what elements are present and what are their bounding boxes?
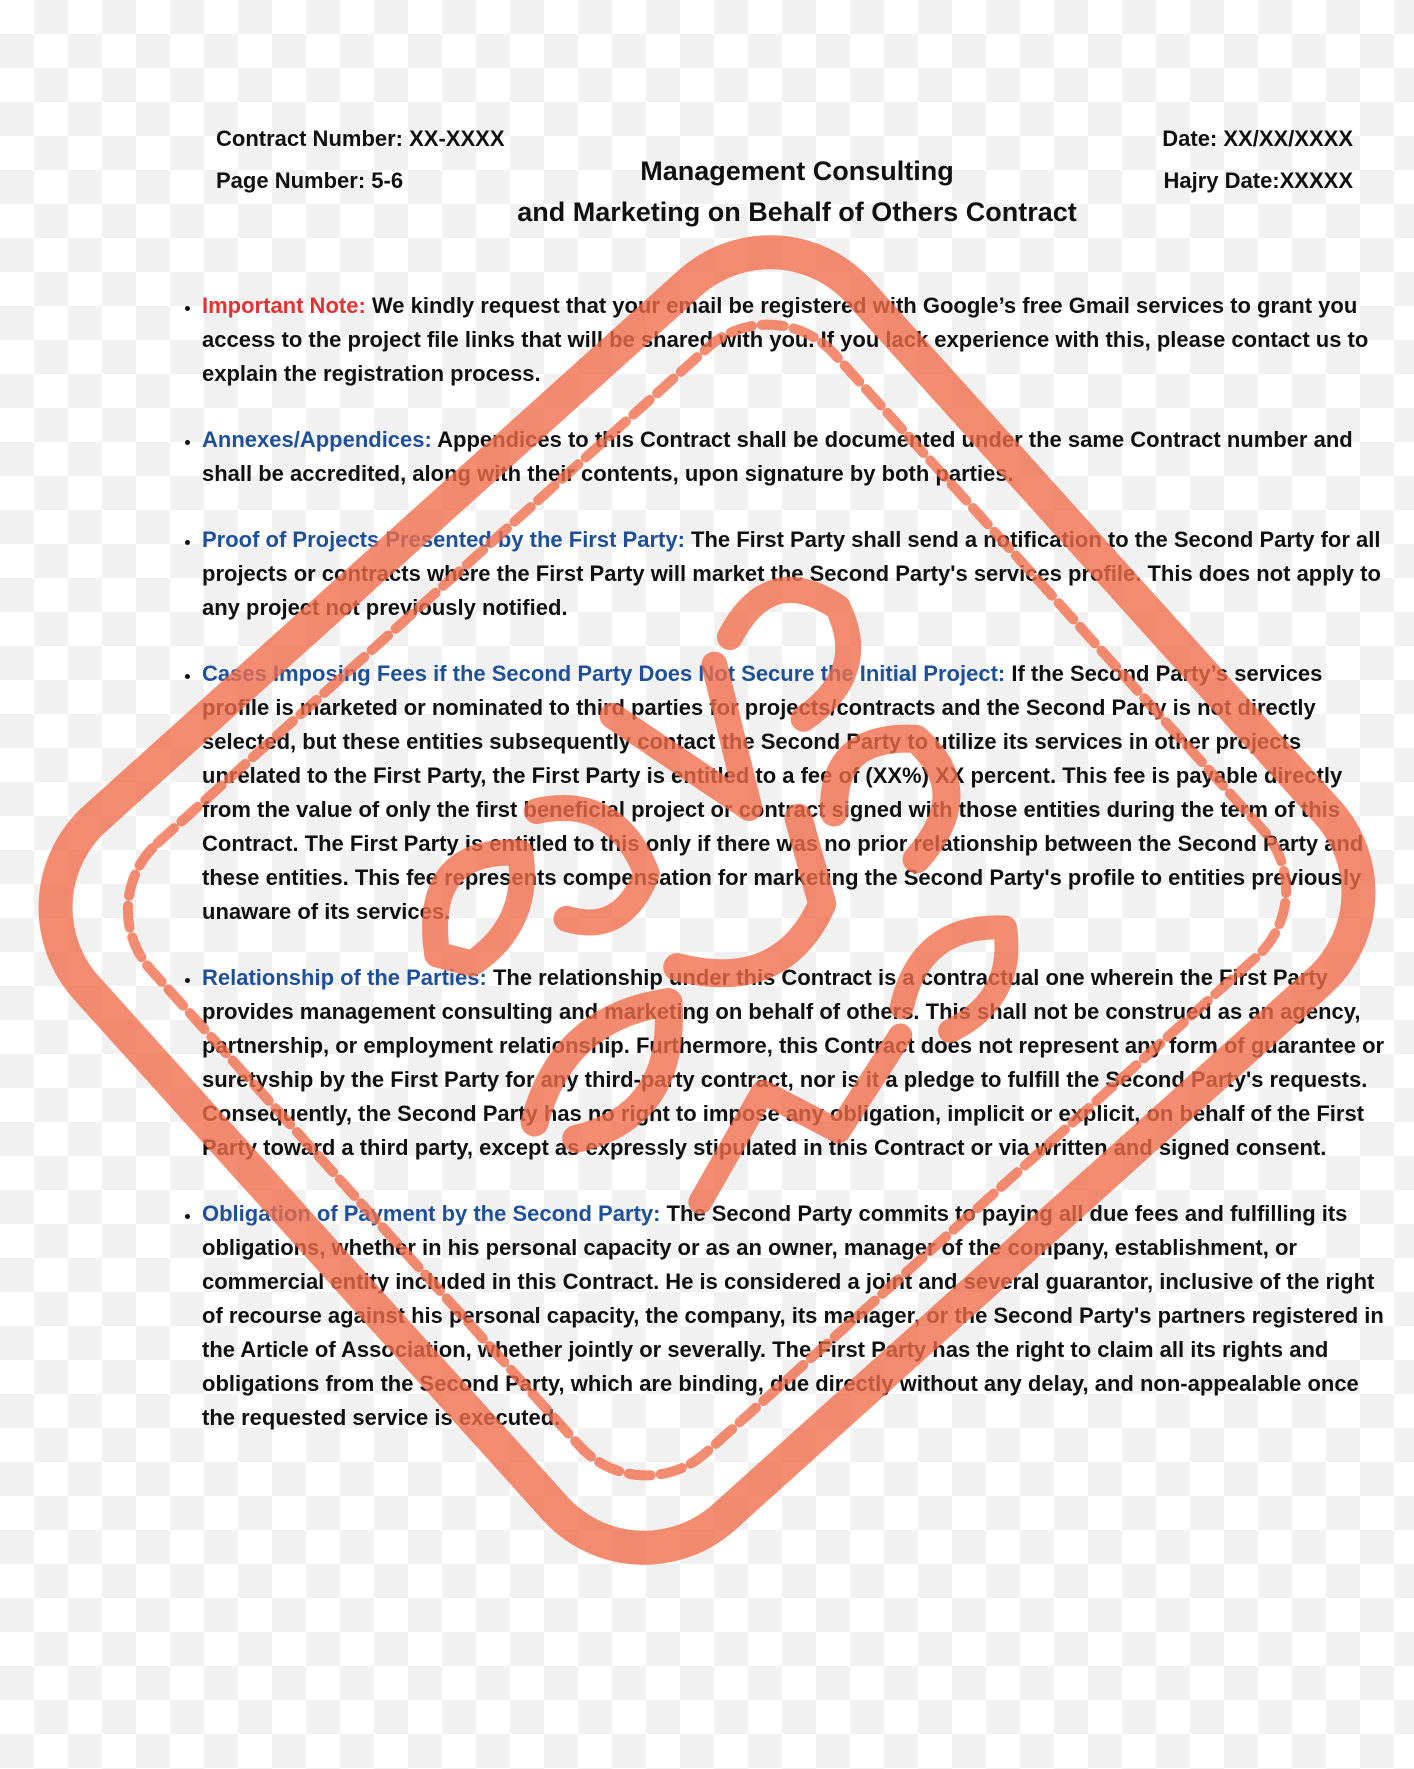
clause-label: Proof of Projects Presented by the First Party: [202,527,685,552]
clause-item [202,423,1392,491]
clause-list [150,289,1392,1467]
document-title-line1: Management Consulting [640,156,954,186]
clause-text: Appendices to this Contract shall be documented under the same Contract number and shall be accredited, along with their contents, upon signature by both parties. [202,427,1353,486]
contract-number: Contract Number: XX-XXXX [216,126,505,151]
document-title-line2: and Marketing on Behalf of Others Contract [517,197,1077,227]
contract-date: Date: XX/XX/XXXX [1162,126,1353,151]
clause-label: Annexes/Appendices: [202,427,432,452]
clause-text: We kindly request that your email be registered with Google’s free Gmail services to grant you access to the project file links that will be shared with you. If you lack experience with this, please contact us to explain the registration process. [202,293,1369,386]
clause-text: The relationship under this Contract is a contractual one wherein the First Party provides management consulting and marketing on behalf of others. This shall not be construed as an agency, partnership, or employment relationship. Furthermore, this Contract does not represent any form of guarantee or suretyship by the First Party for any third-party contract, nor is it a pledge to fulfill the Second Party's requests. Consequently, the Second Party has no right to impose any obligation, implicit or explicit, on behalf of the First Party toward a third party, except as expressly stipulated in this Contract or via written and signed consent. [202,965,1385,1160]
clause-item [202,961,1392,1165]
clause-item [202,1197,1392,1435]
clause-label: Important Note: [202,293,366,318]
clause-text: The Second Party commits to paying all due fees and fulfilling its obligations, whether in his personal capacity or as an owner, manager of the company, establishment, or commercial entity included in this Contract. He is considered a joint and several guarantor, inclusive of the right of recourse against his personal capacity, the company, its manager, or the Second Party's partners registered in the Article of Association, whether jointly or severally. The First Party has the right to claim all its rights and obligations from the Second Party, which are binding, due directly without any delay, and non-appealable once the requested service is executed. [202,1201,1384,1430]
clause-label: Cases Imposing Fees if the Second Party Does Not Secure the Initial Project: [202,661,1006,686]
page-number: Page Number: 5-6 [216,168,404,193]
clause-label: Obligation of Payment by the Second Party: [202,1201,661,1226]
hajry-date: Hajry Date:XXXXX [1163,168,1353,193]
clause-text: The First Party shall send a notification to the Second Party for all projects or contracts where the First Party will market the Second Party's services profile. This does not apply to any project not previously notified. [202,527,1381,620]
clause-item [202,289,1392,391]
clause-item [202,523,1392,625]
clause-text: If the Second Party’s services profile is marketed or nominated to third parties for projects/contracts and the Second Party is not directly selected, but these entities subsequently contact the Second Party to utilize its services in other projects unrelated to the First Party, the First Party is entitled to a fee of (XX%) XX percent. This fee is payable directly from the value of only the first beneficial project or contract signed with those entities during the term of this Contract. The First Party is entitled to this only if there was no prior relationship between the Second Party and these entities. This fee represents compensation for marketing the Second Party's profile to entities previously unaware of its services. [202,661,1364,924]
clause-label: Relationship of the Parties: [202,965,487,990]
clause-item [202,657,1392,929]
